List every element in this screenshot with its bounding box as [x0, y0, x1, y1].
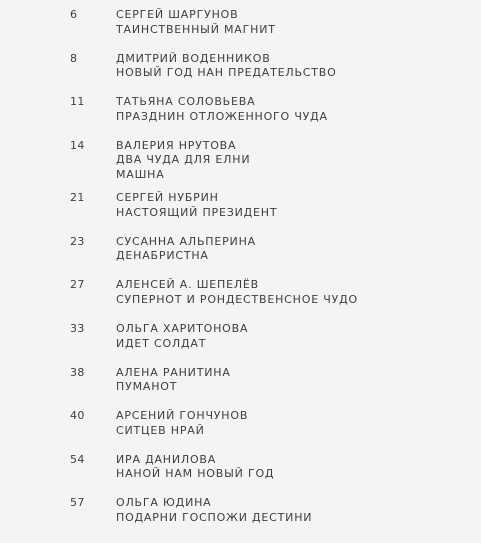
story-title: СУПЕРНОТ И РОНДЕСТВЕНСНОЕ ЧУДО: [116, 292, 358, 306]
story-title: ИДЕТ СОЛДАТ: [116, 336, 207, 350]
page-number: 6: [70, 8, 78, 21]
author-name: ВАЛЕРИЯ НРУТОВА: [116, 138, 237, 152]
entry-text: [116, 453, 274, 482]
author-name: ИРА ДАНИЛОВА: [116, 452, 217, 466]
entry-text: [116, 278, 358, 307]
page-number: 23: [70, 234, 85, 248]
author-name: ОЛЬГА ХАРИТОНОВА: [116, 322, 249, 336]
page-number: 14: [70, 138, 85, 152]
entry-text: [116, 52, 337, 81]
page-number: 27: [70, 278, 85, 292]
entry-text: [116, 496, 312, 525]
page-number: 33: [70, 322, 85, 336]
toc-entry: [0, 8, 481, 52]
author-name: ОЛЬГА ЮДИНА: [116, 496, 212, 510]
story-title: ПУМАНОТ: [116, 380, 178, 394]
entry-text: [116, 366, 231, 395]
story-title: ТАИНСТВЕННЫЙ МАГНИТ: [116, 22, 276, 36]
toc-entry: [0, 322, 481, 366]
story-title: НАНОЙ НАМ НОВЫЙ ГОД: [116, 467, 275, 481]
story-title: ПРАЗДНИН ОТЛОЖЕННОГО ЧУДА: [116, 109, 328, 123]
story-title: СИТЦЕВ НРАЙ: [116, 423, 205, 437]
author-name: СУСАННА АЛЬПЕРИНА: [116, 234, 256, 248]
toc-entry: [0, 366, 481, 410]
author-name: АЛЕНА РАНИТИНА: [116, 365, 231, 379]
toc-entry: [0, 139, 481, 192]
author-name: АРСЕНИЙ ГОНЧУНОВ: [116, 409, 249, 423]
page-number: 40: [70, 409, 85, 423]
page-number: 38: [70, 365, 85, 379]
entry-text: [116, 409, 248, 438]
author-name: ДМИТРИЙ ВОДЕННИКОВ: [116, 51, 271, 65]
story-title: ДЕНАБРИСТНА: [116, 249, 209, 263]
story-title: ПОДАРНИ ГОСПОЖИ ДЕСТИНИ: [116, 510, 313, 524]
page-number: 54: [70, 452, 85, 466]
entry-text: [116, 191, 277, 220]
author-name: АЛЕНСЕЙ А. ШЕПЕЛЁВ: [116, 278, 259, 292]
story-title: ДВА ЧУДА ДЛЯ ЕЛНИ: [116, 153, 251, 167]
page-number: 57: [70, 496, 85, 510]
toc-entry: [0, 191, 481, 235]
entry-text: [116, 235, 256, 264]
story-title-continued: МАШНА: [116, 167, 165, 181]
toc-entry: [0, 52, 481, 96]
story-title: НАСТОЯЩИЙ ПРЕЗИДЕНТ: [116, 205, 278, 219]
author-name: СЕРГЕЙ ШАРГУНОВ: [116, 8, 239, 21]
toc-entry: [0, 235, 481, 279]
entry-text: [116, 322, 248, 351]
page-number: 21: [70, 191, 85, 205]
toc-entry: [0, 278, 481, 322]
table-of-contents: [0, 8, 481, 540]
toc-entry: [0, 409, 481, 453]
entry-text: [116, 139, 250, 183]
toc-entry: [0, 496, 481, 540]
toc-entry: [0, 95, 481, 139]
author-name: ТАТЬЯНА СОЛОВЬЕВА: [116, 95, 256, 109]
page-number: 11: [70, 95, 85, 109]
entry-text: [116, 8, 276, 37]
entry-text: [116, 95, 328, 124]
author-name: СЕРГЕЙ НУБРИН: [116, 191, 219, 205]
page-number: 8: [70, 51, 78, 65]
toc-entry: [0, 453, 481, 497]
story-title: НОВЫЙ ГОД НАН ПРЕДАТЕЛЬСТВО: [116, 66, 337, 80]
